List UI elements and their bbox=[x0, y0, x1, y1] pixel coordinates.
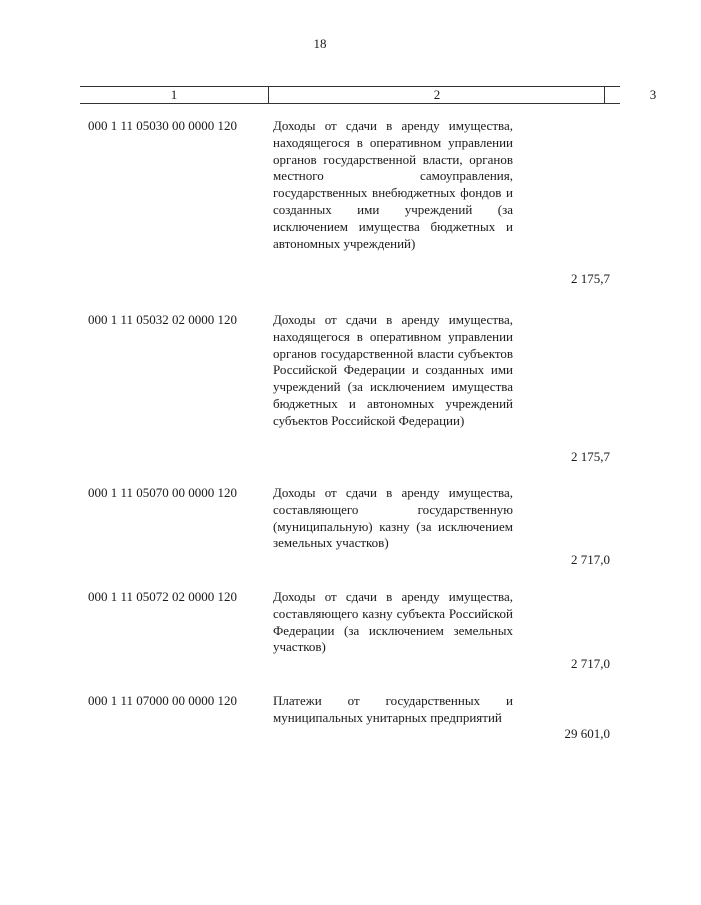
table-row bbox=[88, 118, 618, 288]
row-description: Доходы от сдачи в аренду имущества, составляющего казну субъекта Российской Федерации (за исключением земельных участков) bbox=[273, 589, 513, 655]
row-amount: 2 717,0 bbox=[571, 552, 610, 568]
row-description: Доходы от сдачи в аренду имущества, находящегося в оперативном управлении органов государственной власти субъектов Российской Федерации и созданных ими учреждений (за исключением имущества бюджетных и автономных учреждений субъектов Российской Федерации) bbox=[273, 312, 513, 428]
row-code: 000 1 11 05032 02 0000 120 bbox=[88, 312, 238, 327]
row-amount: 2 175,7 bbox=[571, 271, 610, 287]
row-code: 000 1 11 05070 00 0000 120 bbox=[88, 485, 238, 500]
table-row bbox=[88, 589, 618, 673]
table-row bbox=[88, 312, 618, 466]
header-column-1: 1 bbox=[170, 87, 178, 102]
row-code: 000 1 11 05030 00 0000 120 bbox=[88, 118, 238, 133]
row-description: Платежи от государственных и муниципальных унитарных предприятий bbox=[273, 693, 513, 725]
header-column-2: 2 bbox=[268, 87, 605, 103]
row-amount: 2 175,7 bbox=[571, 449, 610, 465]
row-amount: 29 601,0 bbox=[564, 726, 610, 742]
row-code: 000 1 11 07000 00 0000 120 bbox=[88, 693, 238, 708]
row-description: Доходы от сдачи в аренду имущества, находящегося в оперативном управлении органов государственной власти, органов местного самоуправления, государственных внебюджетных фондов и созданных ими учреждений (за исключением имущества бюджетных и автономных учреждений) bbox=[273, 118, 513, 251]
table-header bbox=[80, 86, 657, 104]
header-column-3: 3 bbox=[604, 87, 701, 103]
table-row bbox=[88, 485, 618, 569]
row-amount: 2 717,0 bbox=[571, 656, 610, 672]
row-code: 000 1 11 05072 02 0000 120 bbox=[88, 589, 238, 604]
row-description: Доходы от сдачи в аренду имущества, составляющего государственную (муниципальную) казну (за исключением земельных участков) bbox=[273, 485, 513, 551]
page-number: 18 bbox=[313, 36, 327, 51]
table-row bbox=[88, 693, 618, 743]
